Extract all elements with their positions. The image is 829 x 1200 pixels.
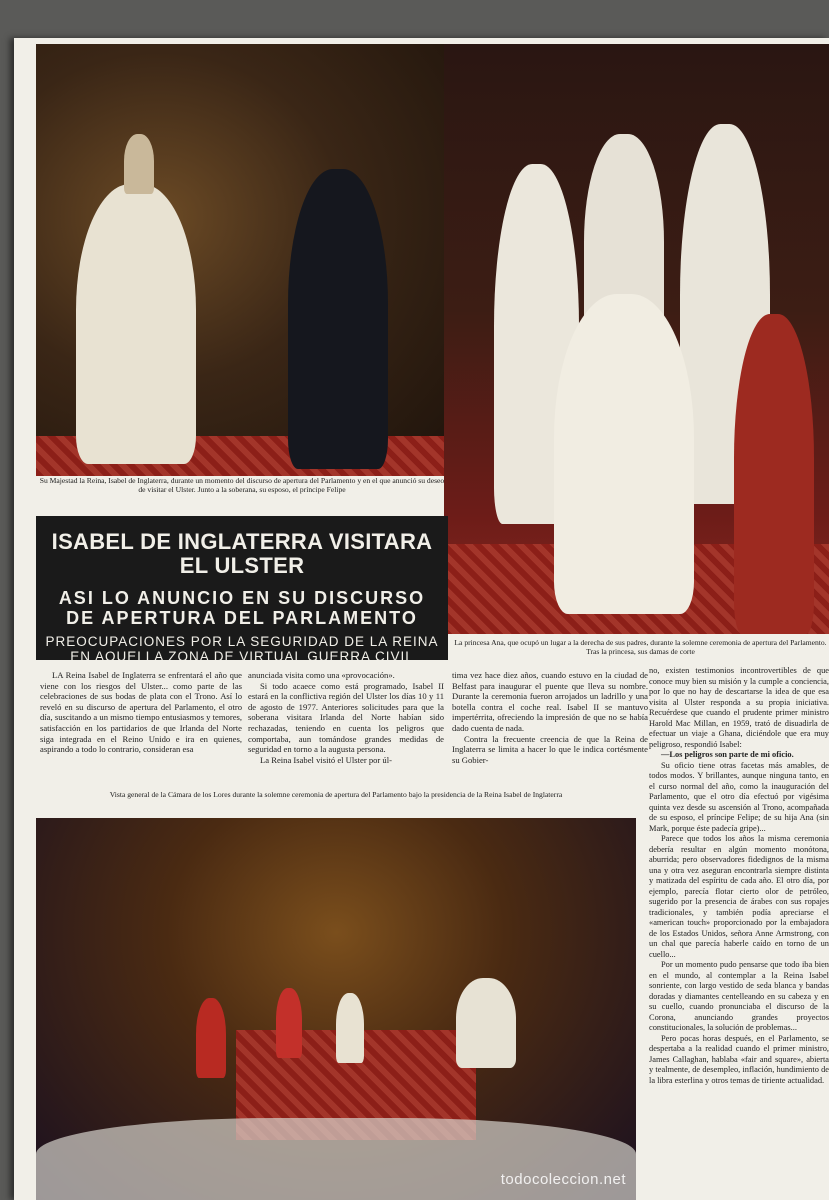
quote: —Los peligros son parte de mi oficio. [661, 750, 794, 759]
figure-prince [288, 169, 388, 469]
paragraph: Su oficio tiene otras facetas más amables, de todos modos. Y brillantes, aunque ninguna tanto, en el curso normal del año, como la inauguración del Parlamento, que el otro día efectuó por vigésima quinta vez desde su ascensión al Trono, acompañada de su esposo, el príncipe Felipe; de su hija Ana (sin Mark, porque éste padecía gripe)... [649, 760, 829, 833]
figure-queen [76, 184, 196, 464]
paragraph: La Reina Isabel visitó el Ulster por úl- [260, 754, 392, 765]
caption-right: La princesa Ana, que ocupó un lugar a la derecha de sus padres, durante la solemne ceremonia de apertura del Parlamento. Tras la princesa, sus damas de corte [454, 638, 827, 657]
paragraph: Por un momento pudo pensarse que todo iba bien en el mundo, al contemplar a la Reina Isabel sonriente, con largo vestido de seda blanca y bandas doradas y diamantes centelleando en su cabeza y en su cuello, cuando pronunciaba el discurso de la Corona, anunciando grandes proyectos constitucionales, la solución de problemas... [649, 960, 829, 1032]
figure-crown [124, 134, 154, 194]
paragraph: Parece que todos los años la misma ceremonia debería resultar en algún momento monótona, aburrida; pero observadores fidedignos de la misma una y otra vez aseguran encontrarla siempre distinta y matizada del espíritu de cada año. El otro día, por ejemplo, parecía flotar cierto olor de petróleo, sugerido por la presencia de árabes con sus ropajes tradicionales, y también podía apreciarse el «american touch» proporcionado por la embajadora de los Estados Unidos, señora Anne Armstrong, con un chal que parecía haberle caído en torno de un cuello... [649, 834, 829, 959]
headline-deck-2: EN AQUELLA ZONA DE VIRTUAL GUERRA CIVIL [70, 649, 414, 664]
figure-herald [276, 988, 302, 1058]
article-column-4 [649, 666, 829, 1086]
paragraph: Contra la frecuente creencia de que la Reina de Inglaterra se limita a hacer lo que le indica cortésmente su Gobier- [452, 733, 648, 765]
paragraph: no, existen testimonios incontrovertibles de que conoce muy bien su misión y la cumple a conciencia, por lo que no hay de descartarse la idea de que esa visita al Ulster responda a su propia iniciativa. Recuérdese que cuando el prudente primer ministro Harold Mac Millan, en 1959, trató de disuadirla de efectuar un viaje a Ghana, diciéndole que era muy peligroso, respondió Isabel: [649, 666, 829, 749]
paragraph: tima vez hace diez años, cuando estuvo en la ciudad de Belfast para inaugurar el puente que lleva su nombre. Durante la ceremonia fueron arrojados un ladrillo y una botella contra el coche real. Isabel II se mantuvo impertérrita, ofreciendo la impresión de que no se había dado cuenta de nada. [452, 670, 648, 733]
photo-house-of-lords [36, 818, 636, 1200]
headline-box [36, 516, 448, 664]
photo-queen-and-prince-philip [36, 44, 448, 476]
headline-deck-1: PREOCUPACIONES POR LA SEGURIDAD DE LA REINA [45, 634, 439, 649]
paragraph: anunciada visita como una «provocación». [248, 670, 395, 680]
figure-ladies [456, 978, 516, 1068]
article-column-3 [452, 670, 648, 765]
caption-top: Su Majestad la Reina, Isabel de Inglaterra, durante un momento del discurso de apertura del Parlamento y en el que anunció su deseo de visitar el Ulster. Junto a la soberana, su esposo, el príncipe Felipe [39, 476, 445, 495]
magazine-page [14, 38, 829, 1200]
photo-princess-anne [444, 44, 829, 634]
headline-subtitle-2: DE APERTURA DEL PARLAMENTO [66, 608, 418, 628]
article-column-2 [248, 670, 444, 765]
figure-herald [196, 998, 226, 1078]
caption-middle: Vista general de la Cámara de los Lores durante la solemne ceremonia de apertura del Parlamento bajo la presidencia de la Reina Isabel de Inglaterra [109, 790, 563, 799]
headline-title: ISABEL DE INGLATERRA VISITARA EL ULSTER [51, 529, 433, 578]
headline-subtitle-1: ASI LO ANUNCIO EN SU DISCURSO [58, 588, 426, 608]
watermark: todocoleccion.net [500, 1171, 626, 1188]
paragraph: Pero pocas horas después, en el Parlamento, se despertaba a la realidad cuando el primer ministro, James Callaghan, hablaba «fair and square», abierta y tealmente, de desempleo, inflación, hundimiento de la libra esterlina y otros temas de tiriente actualidad. [649, 1033, 829, 1085]
figure-princess [554, 294, 694, 614]
figure-officer [734, 314, 814, 634]
article-column-1 [40, 670, 242, 755]
paragraph: LA Reina Isabel de Inglaterra se enfrentará el año que viene con los riesgos del Ulster... como parte de las celebraciones de sus bodas de plata con el Trono. Así lo reveló en su discurso de apertura del Parlamento, el otro día, suscitando a un mismo tiempo entusiasmos y temores, satisfacción en los partidarios de que Irlanda del Norte siga integrada en el Reino Unido e ira en quienes, aspirando a todo lo contrario, consideran esa [40, 670, 242, 755]
paragraph: Si todo acaece como está programado, Isabel II estará en la conflictiva región del Ulster los días 10 y 11 de agosto de 1977. Anteriores solicitudes para que la soberana visitara Irlanda del Norte habían sido rechazadas, teniendo en cuenta los peligros que comportaba, aun tomándose grandes medidas de seguridad en torno a la augusta persona. [248, 680, 444, 755]
figure-queen [336, 993, 364, 1063]
